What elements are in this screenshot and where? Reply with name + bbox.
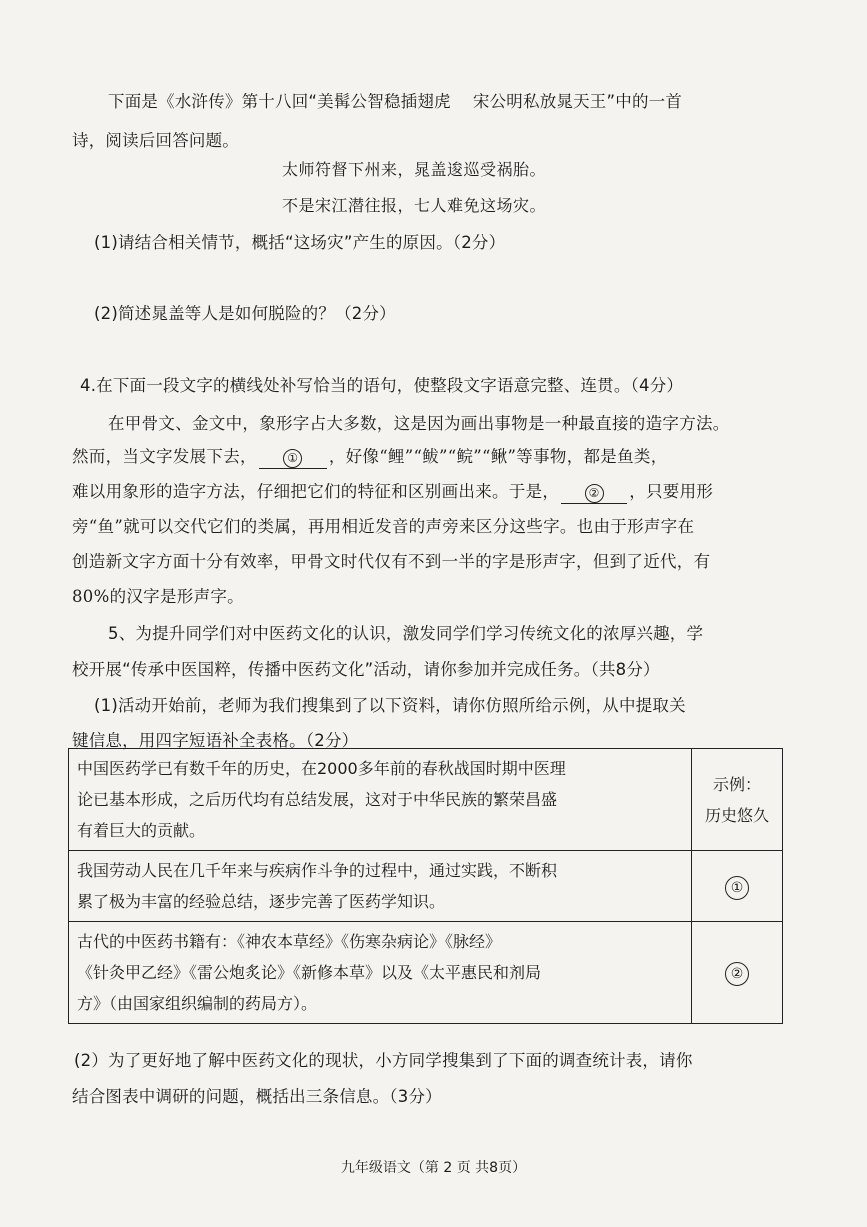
blank-2[interactable] [561, 483, 627, 504]
example-label: 示例： [712, 774, 761, 794]
q4-paragraph-line2 [72, 443, 668, 469]
q3-intro-line1: 下面是《水浒传》第十八回“美髯公智稳插翅虎 宋公明私放晁天王”中的一首 [108, 92, 683, 111]
table-row [69, 922, 783, 1024]
info-table [68, 748, 783, 1024]
answer-marker-1: ① [725, 876, 749, 900]
table-row [69, 851, 783, 922]
answer-cell-2[interactable] [692, 922, 783, 1024]
q3-sub2: (2)简述晁盖等人是如何脱险的？（2分） [94, 304, 396, 323]
r3-line1: 古代的中医药书籍有：《神农本草经》《伤寒杂病论》《脉经》 [77, 932, 502, 951]
q4-paragraph-line3 [72, 478, 713, 504]
table-cell-text [69, 749, 692, 851]
q4-paragraph-line4: 旁“鱼”就可以交代它们的类属，再用相近发音的声旁来区分这些字。也由于形声字在 [72, 517, 695, 536]
poem-line1: 太师符督下州来，晁盖逡巡受祸胎。 [282, 160, 547, 179]
q3-intro-line2: 诗，阅读后回答问题。 [72, 131, 239, 150]
blank-2-marker: ② [585, 484, 604, 503]
table-cell-example [692, 749, 783, 851]
r3-line3: 方》（由国家组织编制的药局方）。 [77, 994, 318, 1013]
poem-line2: 不是宋江潜往报，七人难免这场灾。 [282, 196, 547, 215]
r2-line2: 累了极为丰富的经验总结，逐步完善了医药学知识。 [77, 892, 446, 911]
q5-intro-line1: 5、为提升同学们对中医药文化的认识，激发同学们学习传统文化的浓厚兴趣，学 [108, 624, 704, 643]
table-cell-text [69, 851, 692, 922]
blank-1-marker: ① [283, 449, 302, 468]
r2-line1: 我国劳动人民在几千年来与疾病作斗争的过程中，通过实践，不断积 [77, 861, 558, 880]
q4-paragraph-line6: 80%的汉字是形声字。 [72, 587, 244, 606]
answer-marker-2: ② [725, 962, 749, 986]
page-footer: 九年级语文（第 2 页 共8页） [340, 1160, 527, 1176]
r1-line1: 中国医药学已有数千年的历史，在2000多年前的春秋战国时期中医理 [77, 759, 566, 778]
q5-intro-line2: 校开展“传承中医国粹，传播中医药文化”活动，请你参加并完成任务。（共8分） [72, 660, 660, 679]
q5-sub1-line2: 键信息，用四字短语补全表格。（2分） [72, 731, 359, 750]
blank-1[interactable] [259, 448, 327, 469]
r3-line2: 《针灸甲乙经》《雷公炮炙论》《新修本草》以及《太平惠民和剂局 [77, 963, 542, 982]
q3-sub1: (1)请结合相关情节，概括“这场灾”产生的原因。（2分） [94, 233, 506, 252]
example-answer: 历史悠久 [704, 805, 769, 825]
q4-line3-start: 难以用象形的造字方法，仔细把它们的特征和区别画出来。于是， [72, 482, 560, 501]
r1-line3: 有着巨大的贡献。 [77, 821, 206, 840]
table-cell-text [69, 922, 692, 1024]
table-row [69, 749, 783, 851]
q4-paragraph-line5: 创造新文字方面十分有效率，甲骨文时代仅有不到一半的字是形声字，但到了近代，有 [72, 552, 711, 571]
q4-title: 4.在下面一段文字的横线处补写恰当的语句，使整段文字语意完整、连贯。（4分） [80, 376, 684, 395]
q4-line2-end: ，好像“鲤”“鲅”“鲩”“鳅”等事物，都是鱼类， [328, 447, 668, 466]
q4-line3-end: ，只要用形 [629, 482, 714, 501]
q5-sub2-line2: 结合图表中调研的问题，概括出三条信息。（3分） [72, 1087, 442, 1106]
r1-line2: 论已基本形成，之后历代均有总结发展，这对于中华民族的繁荣昌盛 [77, 790, 558, 809]
answer-cell-1[interactable] [692, 851, 783, 922]
q4-line2-start: 然而，当文字发展下去， [72, 447, 257, 466]
q5-sub1-line1: (1)活动开始前，老师为我们搜集到了以下资料，请你仿照所给示例，从中提取关 [94, 696, 686, 715]
q4-paragraph-line1: 在甲骨文、金文中，象形字占大多数，这是因为画出事物是一种最直接的造字方法。 [108, 414, 730, 433]
q5-sub2-line1: (2）为了更好地了解中医药文化的现状，小方同学搜集到了下面的调查统计表，请你 [74, 1051, 693, 1070]
